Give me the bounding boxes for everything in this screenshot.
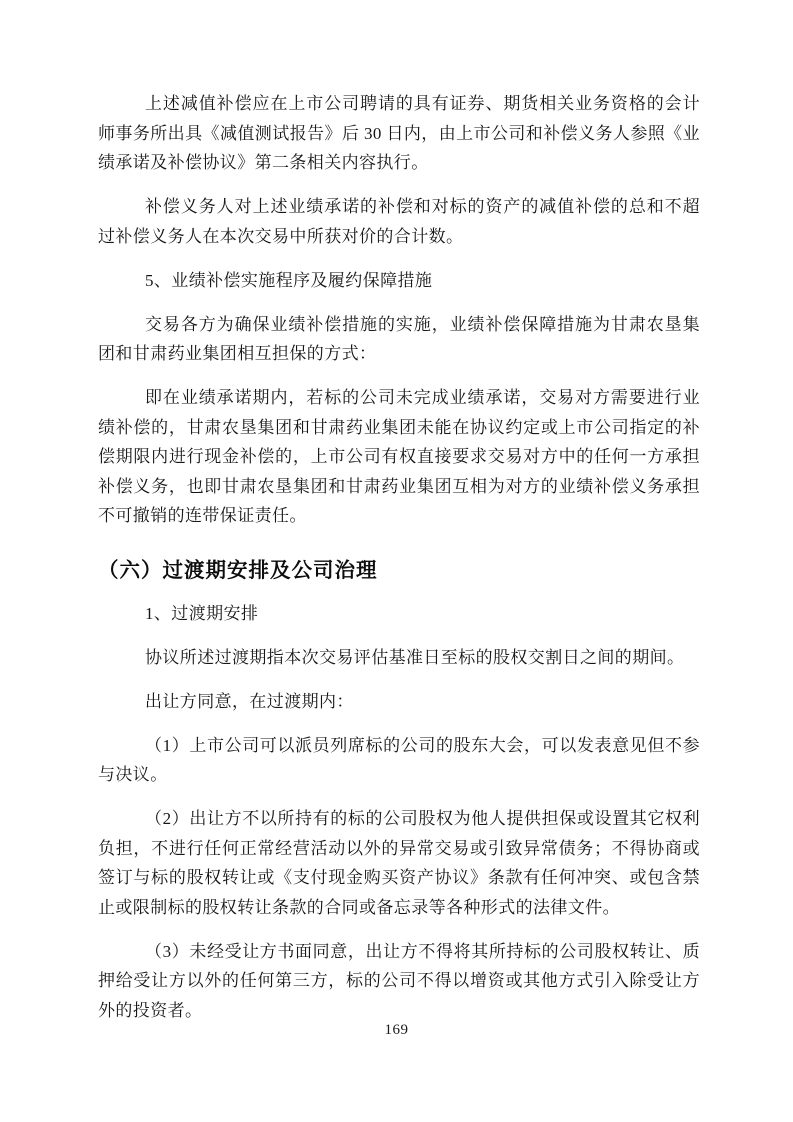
- paragraph-mutual-guarantee: 即在业绩承诺期内，若标的公司未完成业绩承诺，交易对方需要进行业绩补偿的，甘肃农垦集团和甘肃药业集团未能在协议约定或上市公司指定的补偿期限内进行现金补偿的，上市公司有权直接要求交易对方中的任何一方承担补偿义务，也即甘肃农垦集团和甘肃药业集团互相为对方的业绩补偿义务承担不可撤销的连带保证责任。: [98, 388, 700, 525]
- paragraph-transition-definition: 协议所述过渡期指本次交易评估基准日至标的股权交割日之间的期间。: [145, 647, 685, 667]
- paragraph-compensation-cap: 补偿义务人对上述业绩承诺的补偿和对标的资产的减值补偿的总和不超过补偿义务人在本次交易中所获对价的合计数。: [98, 197, 700, 246]
- paragraph-impairment-compensation: 上述减值补偿应在上市公司聘请的具有证券、期货相关业务资格的会计师事务所出具《减值测试报告》后 30 日内，由上市公司和补偿义务人参照《业绩承诺及补偿协议》第二条相关内容执行。: [98, 94, 700, 172]
- paragraph-item-3: （3）未经受让方书面同意，出让方不得将其所持标的公司股权转让、质押给受让方以外的任何第三方，标的公司不得以增资或其他方式引入除受让方外的投资者。: [98, 941, 700, 1020]
- section-heading-transition-period: （六）过渡期安排及公司治理: [98, 558, 378, 582]
- page-number: 169: [384, 1022, 409, 1038]
- paragraph-transferor-agrees: 出让方同意，在过渡期内：: [145, 691, 354, 711]
- numbered-heading-1: 1、过渡期安排: [145, 603, 259, 623]
- paragraph-item-1: （1）上市公司可以派员列席标的公司的股东大会，可以发表意见但不参与决议。: [98, 735, 700, 784]
- document-content: [98, 89, 700, 1040]
- numbered-heading-5: 5、业绩补偿实施程序及履约保障措施: [145, 270, 433, 290]
- paragraph-guarantee-method: 交易各方为确保业绩补偿措施的实施，业绩补偿保障措施为甘肃农垦集团和甘肃药业集团相互担保的方式：: [98, 314, 700, 363]
- paragraph-item-2: （2）出让方不以所持有的标的公司股权为他人提供担保或设置其它权利负担，不进行任何正常经营活动以外的异常交易或引致异常债务；不得协商或签订与标的股权转让或《支付现金购买资产协议》条款有任何冲突、或包含禁止或限制标的股权转让条款的合同或备忘录等各种形式的法律文件。: [98, 809, 700, 917]
